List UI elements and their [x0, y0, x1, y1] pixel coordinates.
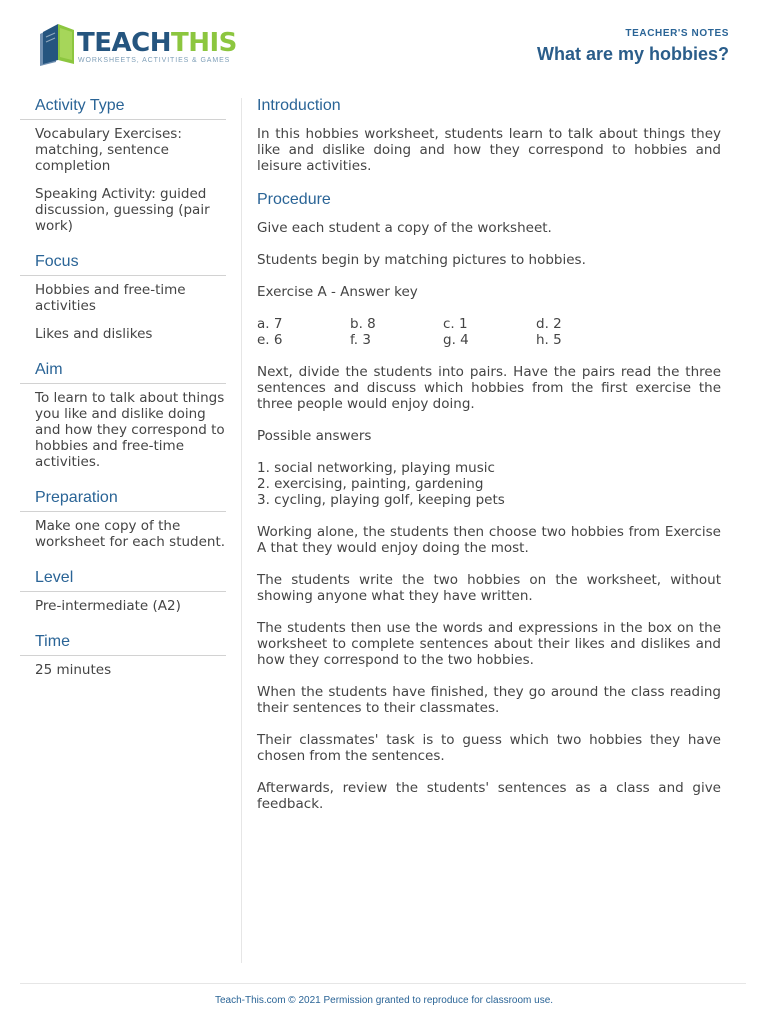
- sidebar: [20, 96, 226, 690]
- preparation-item: Make one copy of the worksheet for each student.: [35, 518, 226, 550]
- answer-item: f. 3: [350, 332, 371, 348]
- answer-item: d. 2: [536, 316, 562, 332]
- possible-answer: 2. exercising, painting, gardening: [257, 476, 484, 492]
- time-section: [20, 632, 226, 678]
- possible-answer: 1. social networking, playing music: [257, 460, 495, 476]
- introduction-text: In this hobbies worksheet, students learn to talk about things they like and dislike doing and how they correspond to hobbies and leisure activities.: [257, 126, 721, 174]
- column-divider: [241, 98, 242, 963]
- level-heading: Level: [20, 568, 226, 592]
- introduction-heading: Introduction: [257, 97, 341, 114]
- teach-this-logo[interactable]: [36, 22, 236, 70]
- activity-type-section: [20, 96, 226, 234]
- answer-item: e. 6: [257, 332, 283, 348]
- procedure-step: Students begin by matching pictures to hobbies.: [257, 252, 586, 268]
- activity-type-item: Speaking Activity: guided discussion, guessing (pair work): [35, 186, 210, 234]
- procedure-step: Give each student a copy of the worksheet.: [257, 220, 552, 236]
- answer-item: a. 7: [257, 316, 283, 332]
- procedure-step: Next, divide the students into pairs. Have the pairs read the three sentences and discuss which hobbies from the first exercise the three people would enjoy doing.: [257, 364, 721, 412]
- focus-section: [20, 252, 226, 342]
- logo-wordmark: TEACHTHIS: [77, 28, 237, 58]
- main-content: [257, 96, 721, 828]
- answer-item: h. 5: [536, 332, 562, 348]
- level-section: [20, 568, 226, 614]
- possible-answer: 3. cycling, playing golf, keeping pets: [257, 492, 505, 508]
- aim-heading: Aim: [20, 360, 226, 384]
- page-header: [0, 0, 768, 80]
- teachers-notes-label: TEACHER'S NOTES: [625, 28, 729, 39]
- time-item: 25 minutes: [35, 662, 112, 678]
- procedure-step: Working alone, the students then choose two hobbies from Exercise A that they would enjoy doing the most.: [257, 524, 721, 556]
- focus-heading: Focus: [20, 252, 226, 276]
- procedure-step: When the students have finished, they go around the class reading their sentences to their classmates.: [257, 684, 721, 716]
- answer-item: c. 1: [443, 316, 468, 332]
- page-title: What are my hobbies?: [536, 44, 729, 64]
- activity-type-item: Vocabulary Exercises: matching, sentence completion: [35, 126, 182, 174]
- answer-key-label: Exercise A - Answer key: [257, 284, 418, 300]
- preparation-section: [20, 488, 226, 550]
- preparation-heading: Preparation: [20, 488, 226, 512]
- level-item: Pre-intermediate (A2): [35, 598, 181, 614]
- activity-type-heading: Activity Type: [20, 96, 226, 120]
- time-heading: Time: [20, 632, 226, 656]
- open-book-logo-icon: [36, 22, 76, 66]
- logo-tagline: WORKSHEETS, ACTIVITIES & GAMES: [78, 57, 231, 64]
- aim-section: [20, 360, 226, 470]
- focus-item: Hobbies and free-time activities: [35, 282, 186, 314]
- procedure-heading: Procedure: [257, 191, 331, 208]
- aim-item: To learn to talk about things you like and dislike doing and how they correspond to hobbies and free-time activities.: [35, 390, 225, 470]
- footer-divider: [20, 983, 746, 984]
- focus-item: Likes and dislikes: [35, 326, 153, 342]
- procedure-step: Their classmates' task is to guess which two hobbies they have chosen from the sentences.: [257, 732, 721, 764]
- answer-key-grid: [257, 316, 721, 348]
- procedure-step: The students write the two hobbies on the worksheet, without showing anyone what they have written.: [257, 572, 721, 604]
- procedure-step: The students then use the words and expressions in the box on the worksheet to complete sentences about their likes and dislikes and how they correspond to the two hobbies.: [257, 620, 721, 668]
- possible-answers-list: [257, 460, 721, 508]
- procedure-step: Afterwards, review the students' sentences as a class and give feedback.: [257, 780, 721, 812]
- answer-item: b. 8: [350, 316, 376, 332]
- footer-copyright[interactable]: Teach-This.com © 2021 Permission granted to reproduce for classroom use.: [214, 995, 554, 1006]
- answer-item: g. 4: [443, 332, 469, 348]
- possible-answers-label: Possible answers: [257, 428, 372, 444]
